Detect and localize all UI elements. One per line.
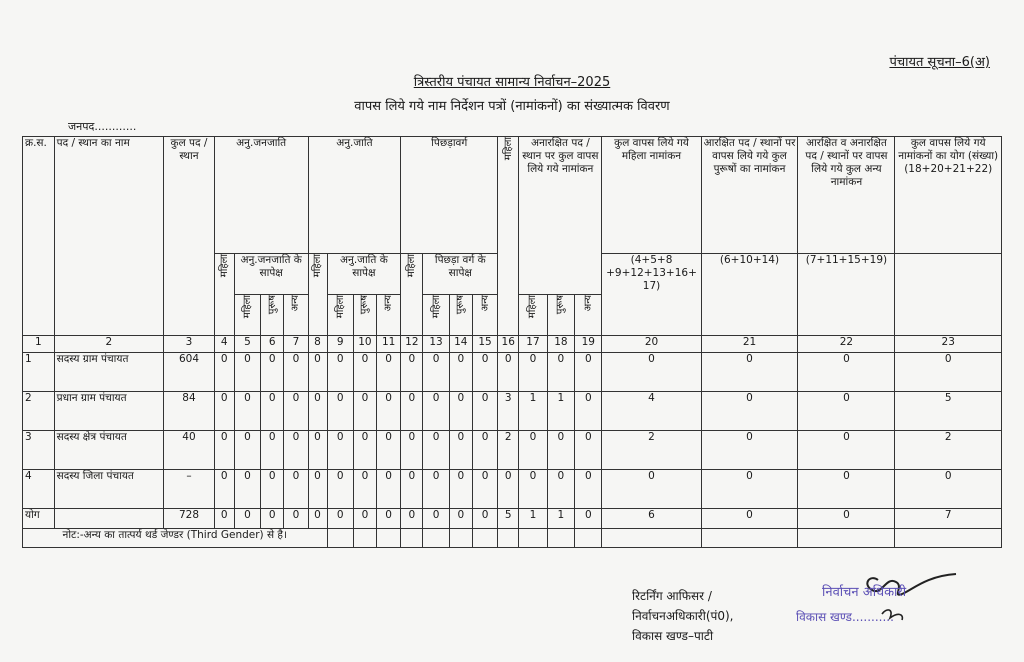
cell-col-9: 0	[327, 431, 353, 470]
cell-col-20: 0	[602, 353, 701, 392]
cell-col-6: 0	[261, 508, 284, 528]
cell-col-20: 2	[602, 431, 701, 470]
obc-female-sub: महिला	[423, 294, 449, 335]
cell-col-12: 0	[401, 431, 423, 470]
col-post-header: पद / स्थान का नाम	[54, 137, 164, 336]
cell-col-2: सदस्य क्षेत्र पंचायत	[54, 431, 164, 470]
cell-col-21: 21	[701, 335, 798, 352]
cell-col-12: 0	[401, 392, 423, 431]
official-stamp	[786, 572, 966, 632]
cell-col-12: 0	[401, 470, 423, 509]
cell-col-1: योग	[23, 508, 55, 528]
sc-relative-header: अनु.जाति के सापेक्ष	[327, 253, 401, 294]
cell-col-11: 0	[377, 392, 401, 431]
cell-col-6: 6	[261, 335, 284, 352]
cell-col-11: 0	[377, 470, 401, 509]
cell-col-8: 0	[308, 392, 327, 431]
cell-col-1: 3	[23, 431, 55, 470]
col-obc-header: पिछड़ावर्ग	[401, 137, 498, 254]
total-row	[23, 508, 1002, 528]
cell-col-7: 0	[284, 508, 308, 528]
cell-col-19: 0	[575, 470, 602, 509]
obc-female-header: महिला	[401, 253, 423, 335]
cell-col-18: 18	[547, 335, 574, 352]
header-row-1	[23, 137, 1002, 254]
sc-other-sub: अन्य	[377, 294, 401, 335]
cell-col-6: 0	[261, 353, 284, 392]
cell-col-18: 0	[547, 431, 574, 470]
cell-col-5: 0	[234, 353, 260, 392]
formula-23-blank	[895, 253, 1002, 335]
cell-col-17: 0	[519, 470, 547, 509]
cell-col-19: 19	[575, 335, 602, 352]
cell-col-8: 0	[308, 508, 327, 528]
cell-col-13: 0	[423, 353, 449, 392]
table-row	[23, 392, 1002, 431]
cell-col-2: सदस्य ग्राम पंचायत	[54, 353, 164, 392]
cell-col-7: 7	[284, 335, 308, 352]
cell-col-15: 0	[472, 431, 497, 470]
col-unreserved-header: अनारक्षित पद / स्थान पर कुल वापस लिये गये नामांकन	[519, 137, 602, 295]
cell-col-19: 0	[575, 431, 602, 470]
cell-col-3: 728	[164, 508, 215, 528]
cell-col-13: 0	[423, 470, 449, 509]
obc-relative-header: पिछड़ा वर्ग के सापेक्ष	[423, 253, 498, 294]
note-row	[23, 529, 1002, 548]
cell-col-19: 0	[575, 508, 602, 528]
unres-male-sub: पुरूष	[547, 294, 574, 335]
formula-20: (4+5+8 +9+12+13+16+ 17)	[602, 253, 701, 335]
unres-other-sub: अन्य	[575, 294, 602, 335]
stamp-line-2: विकास खण्ड...........	[796, 610, 894, 624]
cell-col-17: 0	[519, 431, 547, 470]
cell-col-16: 0	[498, 470, 519, 509]
cell-col-4: 0	[214, 470, 234, 509]
cell-col-3: 40	[164, 431, 215, 470]
cell-col-21: 0	[701, 392, 798, 431]
cell-col-10: 0	[353, 431, 376, 470]
cell-col-7: 0	[284, 470, 308, 509]
cell-col-1: 2	[23, 392, 55, 431]
cell-col-9: 0	[327, 470, 353, 509]
cell-col-5: 5	[234, 335, 260, 352]
cell-col-15: 0	[472, 392, 497, 431]
district-label: जनपद............	[68, 120, 137, 133]
cell-col-17: 0	[519, 353, 547, 392]
cell-col-23: 7	[895, 508, 1002, 528]
cell-col-8: 0	[308, 470, 327, 509]
cell-col-15: 15	[472, 335, 497, 352]
cell-col-19: 0	[575, 353, 602, 392]
formula-21: (6+10+14)	[701, 253, 798, 335]
cell-col-1: 1	[23, 353, 55, 392]
cell-col-14: 14	[449, 335, 472, 352]
returning-officer-block	[632, 586, 733, 646]
cell-col-4: 4	[214, 335, 234, 352]
cell-col-12: 0	[401, 508, 423, 528]
cell-col-4: 0	[214, 431, 234, 470]
table-row	[23, 470, 1002, 509]
cell-col-15: 0	[472, 353, 497, 392]
cell-col-9: 0	[327, 508, 353, 528]
cell-col-3: 3	[164, 335, 215, 352]
cell-col-8: 0	[308, 353, 327, 392]
col-total-female-header: कुल वापस लिये गये महिला नामांकन	[602, 137, 701, 254]
cell-col-7: 0	[284, 392, 308, 431]
document-subtitle: वापस लिये गये नाम निर्देशन पत्रों (नामांकनों) का संख्यात्मक विवरण	[354, 99, 670, 114]
cell-col-20: 0	[602, 470, 701, 509]
cell-col-23: 0	[895, 470, 1002, 509]
cell-col-21: 0	[701, 353, 798, 392]
cell-col-21: 0	[701, 508, 798, 528]
cell-col-14: 0	[449, 508, 472, 528]
stamp-line-1: निर्वाचन अधिकारी	[822, 585, 907, 600]
obc-male-sub: पुरूष	[449, 294, 472, 335]
cell-col-23: 2	[895, 431, 1002, 470]
grand-total-formula: (18+20+21+22)	[904, 163, 993, 175]
cell-col-18: 1	[547, 508, 574, 528]
cell-col-19: 0	[575, 392, 602, 431]
cell-col-23: 23	[895, 335, 1002, 352]
cell-col-9: 0	[327, 392, 353, 431]
signature-line-2: निर्वाचनअधिकारी(पं0),	[632, 609, 734, 623]
signature-line-1: रिटर्निंग आफिसर /	[632, 589, 712, 603]
cell-col-14: 0	[449, 470, 472, 509]
col-st-header: अनु.जनजाति	[214, 137, 308, 254]
cell-col-10: 0	[353, 353, 376, 392]
cell-col-18: 1	[547, 392, 574, 431]
cell-col-16: 5	[498, 508, 519, 528]
cell-col-14: 0	[449, 431, 472, 470]
table-row	[23, 431, 1002, 470]
unres-female-sub: महिला	[519, 294, 547, 335]
st-relative-header: अनु.जनजाति के सापेक्ष	[234, 253, 308, 294]
cell-col-5: 0	[234, 508, 260, 528]
cell-col-1: 1	[23, 335, 55, 352]
signature-line-3: विकास खण्ड–पाटी	[632, 629, 714, 643]
cell-col-11: 0	[377, 431, 401, 470]
cell-col-16: 2	[498, 431, 519, 470]
cell-col-16: 3	[498, 392, 519, 431]
cell-col-1: 4	[23, 470, 55, 509]
col-sc-header: अनु.जाति	[308, 137, 401, 254]
cell-col-12: 0	[401, 353, 423, 392]
cell-col-11: 11	[377, 335, 401, 352]
cell-col-10: 10	[353, 335, 376, 352]
col-reserved-male-header: आरक्षित पद / स्थानों पर वापस लिये गये कुल पुरूषों का नामांकन	[701, 137, 798, 254]
cell-col-10: 0	[353, 392, 376, 431]
sc-male-sub: पुरूष	[353, 294, 376, 335]
cell-col-23: 5	[895, 392, 1002, 431]
cell-col-7: 0	[284, 431, 308, 470]
cell-col-22: 0	[798, 470, 895, 509]
note-text: नोट:-अन्य का तात्पर्य थर्ड जेण्डर (Third Gender) से है।	[23, 529, 328, 548]
cell-col-22: 0	[798, 353, 895, 392]
cell-col-20: 6	[602, 508, 701, 528]
cell-col-21: 0	[701, 470, 798, 509]
cell-col-6: 0	[261, 431, 284, 470]
col-total-posts-header: कुल पद / स्थान	[164, 137, 215, 336]
col-others-header: आरक्षित व अनारक्षित पद / स्थानों पर वापस लिये गये कुल अन्य नामांकन	[798, 137, 895, 254]
cell-col-12: 12	[401, 335, 423, 352]
cell-col-20: 20	[602, 335, 701, 352]
document-title: त्रिस्तरीय पंचायत सामान्य निर्वाचन–2025	[413, 75, 611, 90]
cell-col-8: 8	[308, 335, 327, 352]
cell-col-5: 0	[234, 470, 260, 509]
cell-col-6: 0	[261, 470, 284, 509]
cell-col-5: 0	[234, 392, 260, 431]
cell-col-17: 17	[519, 335, 547, 352]
st-male-sub: पुरूष	[261, 294, 284, 335]
obc-other-sub: अन्य	[472, 294, 497, 335]
cell-col-20: 4	[602, 392, 701, 431]
col-grand-total-header: कुल वापस लिये गये नामांकनों का योग (संख्या) (18+20+21+22)	[895, 137, 1002, 254]
cell-col-2: 2	[54, 335, 164, 352]
cell-col-2: प्रधान ग्राम पंचायत	[54, 392, 164, 431]
sc-female-sub: महिला	[327, 294, 353, 335]
cell-col-16: 0	[498, 353, 519, 392]
cell-col-2	[54, 508, 164, 528]
nomination-withdrawal-table	[22, 136, 1002, 548]
cell-col-22: 0	[798, 431, 895, 470]
st-other-sub: अन्य	[284, 294, 308, 335]
st-female-sub: महिला	[234, 294, 260, 335]
cell-col-14: 0	[449, 392, 472, 431]
col-sno-header: क्र.स.	[23, 137, 55, 336]
column-number-row	[23, 335, 1002, 352]
cell-col-17: 1	[519, 392, 547, 431]
table-row	[23, 353, 1002, 392]
col-female-header: महिला	[498, 137, 519, 336]
cell-col-11: 0	[377, 353, 401, 392]
cell-col-21: 0	[701, 431, 798, 470]
notice-label: पंचायत सूचना–6(अ)	[889, 55, 990, 70]
cell-col-9: 0	[327, 353, 353, 392]
cell-col-4: 0	[214, 353, 234, 392]
cell-col-4: 0	[214, 392, 234, 431]
cell-col-8: 0	[308, 431, 327, 470]
cell-col-4: 0	[214, 508, 234, 528]
cell-col-13: 0	[423, 431, 449, 470]
cell-col-22: 22	[798, 335, 895, 352]
cell-col-10: 0	[353, 470, 376, 509]
cell-col-13: 0	[423, 508, 449, 528]
cell-col-22: 0	[798, 508, 895, 528]
cell-col-22: 0	[798, 392, 895, 431]
cell-col-13: 0	[423, 392, 449, 431]
cell-col-9: 9	[327, 335, 353, 352]
cell-col-23: 0	[895, 353, 1002, 392]
cell-col-6: 0	[261, 392, 284, 431]
formula-22: (7+11+15+19)	[798, 253, 895, 335]
cell-col-7: 0	[284, 353, 308, 392]
cell-col-3: –	[164, 470, 215, 509]
cell-col-16: 16	[498, 335, 519, 352]
cell-col-15: 0	[472, 508, 497, 528]
cell-col-13: 13	[423, 335, 449, 352]
cell-col-3: 84	[164, 392, 215, 431]
cell-col-11: 0	[377, 508, 401, 528]
cell-col-17: 1	[519, 508, 547, 528]
cell-col-14: 0	[449, 353, 472, 392]
sc-female-header: महिला	[308, 253, 327, 335]
cell-col-3: 604	[164, 353, 215, 392]
cell-col-5: 0	[234, 431, 260, 470]
st-female-header: महिला	[214, 253, 234, 335]
cell-col-10: 0	[353, 508, 376, 528]
cell-col-2: सदस्य जिला पंचायत	[54, 470, 164, 509]
cell-col-15: 0	[472, 470, 497, 509]
cell-col-18: 0	[547, 470, 574, 509]
cell-col-18: 0	[547, 353, 574, 392]
